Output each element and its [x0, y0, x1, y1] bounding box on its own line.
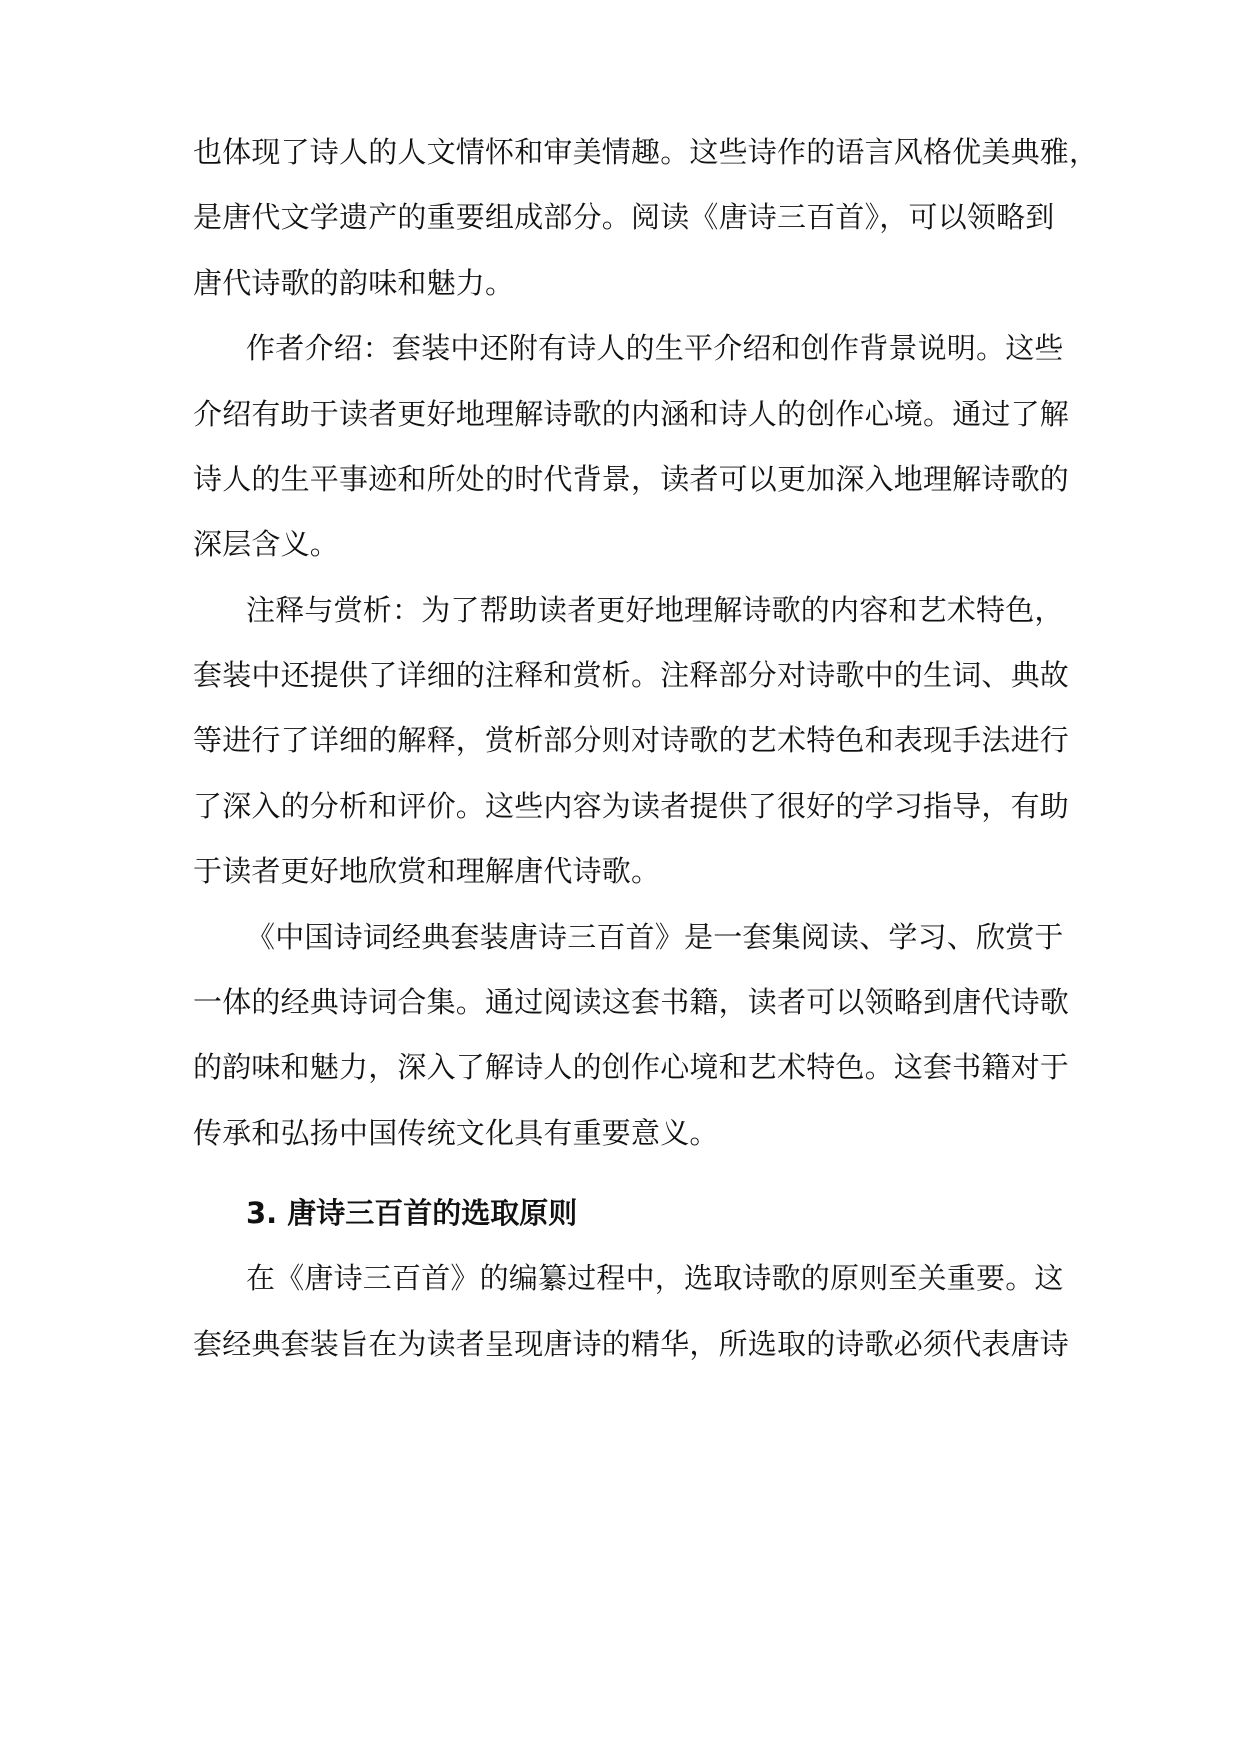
paragraph-line: 《中国诗词经典套装唐诗三百首》是一套集阅读、学习、欣赏于	[246, 920, 1064, 954]
paragraph-line: 套装中还提供了详细的注释和赏析。注释部分对诗歌中的生词、典故	[193, 658, 1070, 692]
paragraph-line: 注释与赏析：为了帮助读者更好地理解诗歌的内容和艺术特色，	[246, 593, 1064, 627]
paragraph-line: 也体现了诗人的人文情怀和审美情趣。这些诗作的语言风格优美典雅，	[193, 135, 1099, 169]
paragraph-line: 诗人的生平事迹和所处的时代背景，读者可以更加深入地理解诗歌的	[193, 462, 1070, 496]
paragraph-line: 在《唐诗三百首》的编纂过程中，选取诗歌的原则至关重要。这	[246, 1261, 1064, 1295]
paragraph-line: 一体的经典诗词合集。通过阅读这套书籍，读者可以领略到唐代诗歌	[193, 985, 1070, 1019]
paragraph-line: 的韵味和魅力，深入了解诗人的创作心境和艺术特色。这套书籍对于	[193, 1050, 1070, 1084]
paragraph-line: 介绍有助于读者更好地理解诗歌的内涵和诗人的创作心境。通过了解	[193, 397, 1070, 431]
paragraph-line: 套经典套装旨在为读者呈现唐诗的精华，所选取的诗歌必须代表唐诗	[193, 1327, 1070, 1361]
paragraph-line: 是唐代文学遗产的重要组成部分。阅读《唐诗三百首》，可以领略到	[193, 200, 1055, 234]
paragraph-line: 唐代诗歌的韵味和魅力。	[193, 266, 515, 300]
section-heading: 3. 唐诗三百首的选取原则	[246, 1196, 578, 1230]
paragraph-line: 深层含义。	[193, 527, 340, 561]
paragraph-line: 传承和弘扬中国传统文化具有重要意义。	[193, 1116, 719, 1150]
paragraph-line: 等进行了详细的解释，赏析部分则对诗歌的艺术特色和表现手法进行	[193, 723, 1070, 757]
paragraph-line: 了深入的分析和评价。这些内容为读者提供了很好的学习指导，有助	[193, 789, 1070, 823]
paragraph-line: 于读者更好地欣赏和理解唐代诗歌。	[193, 854, 661, 888]
paragraph-line: 作者介绍：套装中还附有诗人的生平介绍和创作背景说明。这些	[246, 331, 1064, 365]
